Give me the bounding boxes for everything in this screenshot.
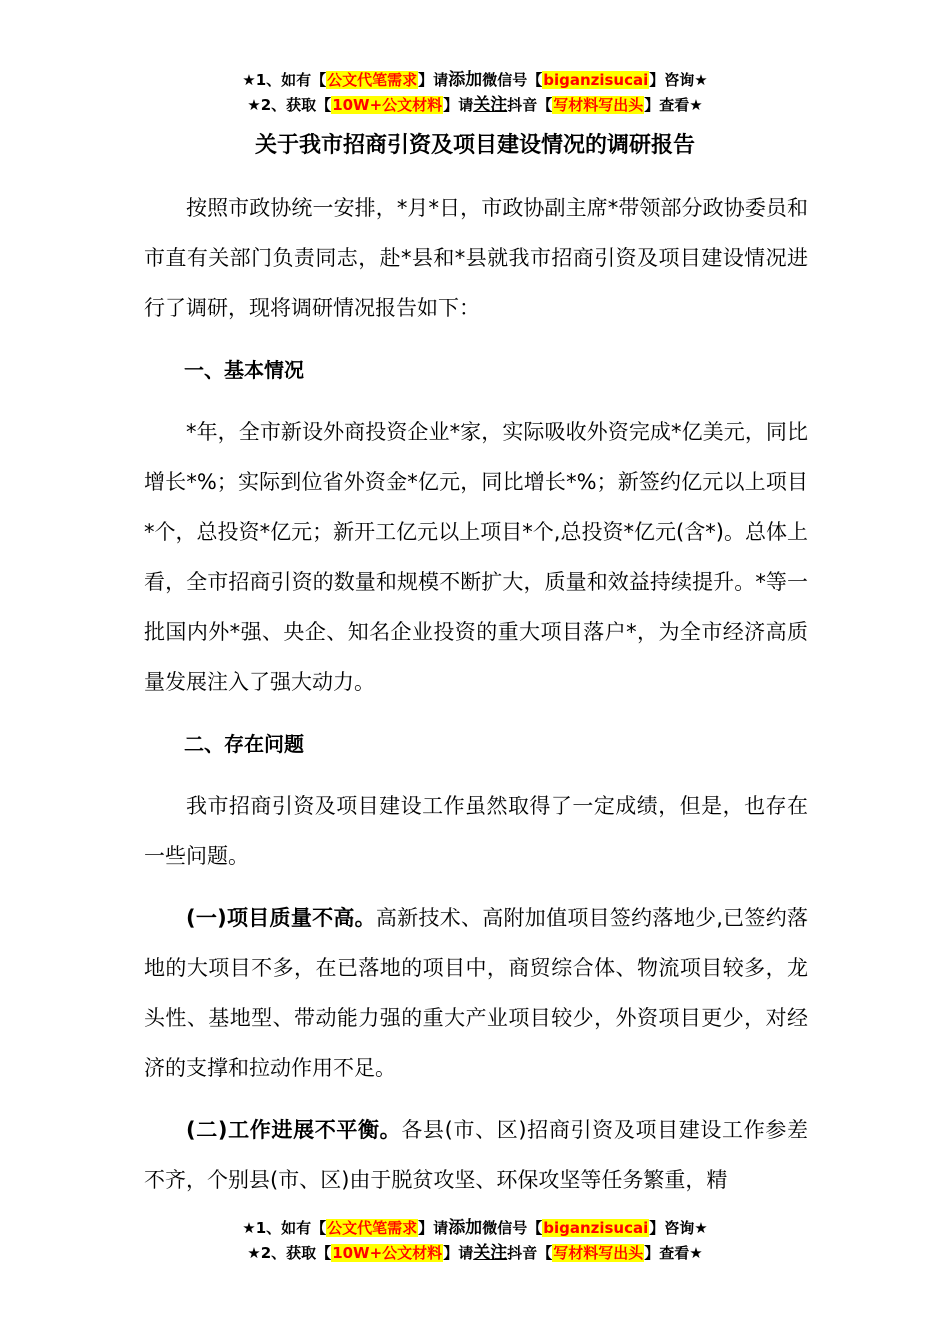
problem-1-paragraph (144, 893, 808, 1093)
banner-line-2 (0, 1241, 950, 1266)
header-banner (0, 68, 950, 118)
banner-text: 】请 (443, 1244, 474, 1262)
basic-situation-paragraph: *年，全市新设外商投资企业*家，实际吸收外资完成*亿美元，同比增长*%；实际到位省外资金*亿元，同比增长*%；新签约亿元以上项目*个，总投资*亿元；新开工亿元以上项目*个,总投资*亿元(含*)。总体上看，全市招商引资的数量和规模不断扩大，质量和效益持续提升。*等一批国内外*强、央企、知名企业投资的重大项目落户*，为全市经济高质量发展注入了强大动力。 (144, 420, 808, 694)
document-body (144, 183, 808, 1205)
banner-text: ★1、如有【 (242, 1219, 327, 1237)
banner-text: 】请 (418, 1219, 449, 1237)
problem-1-text: 高新技术、高附加值项目签约落地少,已签约落地的大项目不多，在已落地的项目中，商贸综合体、物流项目较多，龙头性、基地型、带动能力强的重大产业项目较少，外资项目更少，对经济的支撑和拉动作用不足。 (144, 906, 808, 1080)
banner-highlight-wechat: biganzisucai (543, 71, 649, 89)
banner-text: 】咨询★ (649, 71, 708, 89)
banner-emphasis: 添加 (448, 1218, 483, 1238)
banner-text: 抖音【 (507, 1244, 553, 1262)
problem-2-heading: (二)工作进展不平衡。 (186, 1118, 402, 1142)
banner-highlight: 10W+公文材料 (332, 1244, 443, 1262)
banner-text: 微信号【 (482, 1219, 543, 1237)
banner-text: ★2、获取【 (247, 96, 332, 114)
intro-paragraph: 按照市政协统一安排，*月*日，市政协副主席*带领部分政协委员和市直有关部门负责同志，赴*县和*县就我市招商引资及项目建设情况进行了调研，现将调研情况报告如下： (144, 196, 808, 320)
document-title: 关于我市招商引资及项目建设情况的调研报告 (254, 133, 695, 158)
banner-text: 】请 (443, 96, 474, 114)
section-heading-problems: 二、存在问题 (184, 732, 304, 756)
banner-emphasis: 关注 (473, 1243, 508, 1263)
banner-text: 】请 (418, 71, 449, 89)
banner-highlight-douyin: 写材料写出头 (553, 96, 644, 114)
banner-text: 】查看★ (644, 96, 703, 114)
banner-text: 】查看★ (644, 1244, 703, 1262)
banner-emphasis: 关注 (473, 95, 508, 115)
banner-line-2 (0, 93, 950, 118)
footer-banner (0, 1216, 950, 1266)
problem-2-paragraph (144, 1105, 808, 1205)
banner-emphasis: 添加 (448, 70, 483, 90)
banner-line-1 (0, 68, 950, 93)
banner-line-1 (0, 1216, 950, 1241)
problem-2-text: 各县(市、区)招商引资及项目建设工作参差不齐，个别县(市、区)由于脱贫攻坚、环保攻坚等任务繁重，精 (144, 1118, 808, 1192)
problem-1-heading: (一)项目质量不高。 (186, 906, 376, 930)
banner-highlight-wechat: biganzisucai (543, 1219, 649, 1237)
banner-highlight: 公文代笔需求 (327, 71, 418, 89)
banner-highlight-douyin: 写材料写出头 (553, 1244, 644, 1262)
section-heading-basic: 一、基本情况 (184, 358, 304, 382)
banner-text: ★2、获取【 (247, 1244, 332, 1262)
banner-text: ★1、如有【 (242, 71, 327, 89)
banner-text: 抖音【 (507, 96, 553, 114)
problems-intro-paragraph: 我市招商引资及项目建设工作虽然取得了一定成绩，但是，也存在一些问题。 (144, 794, 808, 868)
banner-text: 微信号【 (482, 71, 543, 89)
banner-text: 】咨询★ (649, 1219, 708, 1237)
banner-highlight: 10W+公文材料 (332, 96, 443, 114)
banner-highlight: 公文代笔需求 (327, 1219, 418, 1237)
